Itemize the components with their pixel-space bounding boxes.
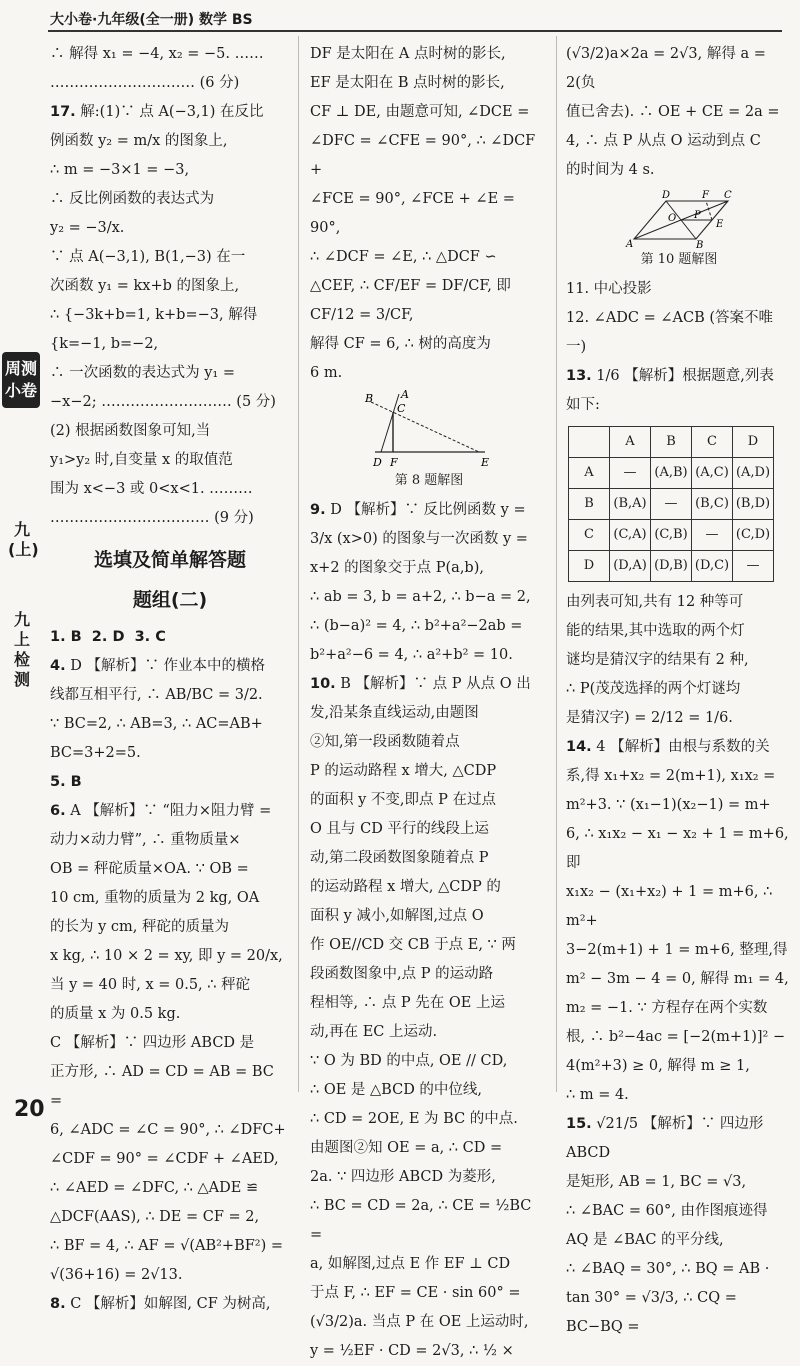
label-c: C xyxy=(397,402,406,415)
running-header: 大小卷·九年级(全一册) 数学 BS xyxy=(50,12,253,28)
text-line: m² − 3m − 4 = 0, 解得 m₁ = 4, xyxy=(566,971,789,987)
question-number: 6. xyxy=(50,803,66,819)
text-line: ∴ 反比例函数的表达式为 xyxy=(50,191,215,207)
text-line: 动,再在 EC 上运动. xyxy=(310,1024,438,1040)
text-line: 发,沿某条直线运动,由题图 xyxy=(310,705,479,721)
text-line: EF 是太阳在 B 点时树的影长, xyxy=(310,75,505,91)
text-line: 系,得 x₁+x₂ = 2(m+1), x₁x₂ = xyxy=(566,768,776,784)
text-line: y₂ = −3/x. xyxy=(50,220,125,236)
text-line: 6, ∴ x₁x₂ − x₁ − x₂ + 1 = m+6, 即 xyxy=(566,826,794,871)
figure-10-caption: 第 10 题解图 xyxy=(640,252,718,267)
table-cell: (A,D) xyxy=(733,458,774,489)
text-line: 是矩形, AB = 1, BC = √3, xyxy=(566,1174,747,1190)
table-cell: (A,B) xyxy=(651,458,692,489)
label-d: D xyxy=(373,456,382,469)
text-line: √(36+16) = 2√13. xyxy=(50,1267,183,1283)
table-cell: (A,C) xyxy=(692,458,733,489)
text-line: (2) 根据函数图象可知,当 xyxy=(50,423,211,439)
text-line: ②知,第一段函数随着点 xyxy=(310,734,460,750)
text-line: B 【解析】∵ 点 P 从点 O 出 xyxy=(335,676,531,692)
table-cell: B xyxy=(569,489,610,520)
text-line: b²+a²−6 = 4, ∴ a²+b² = 10. xyxy=(310,647,513,663)
header-rule xyxy=(48,30,782,32)
text-line: 例函数 y₂ = m/x 的图象上, xyxy=(50,133,228,149)
text-line: 的运动路程 x 增大, △CDP 的 xyxy=(310,879,501,895)
text-line: 当 y = 40 时, x = 0.5, ∴ 秤砣 xyxy=(50,977,251,993)
column-1 xyxy=(50,40,290,1319)
text-line: 解得 CF = 6, ∴ 树的高度为 xyxy=(310,336,491,352)
question-number: 10. xyxy=(310,676,336,692)
text-line: ∴ m = 4. xyxy=(566,1087,629,1103)
text-line: m₂ = −1. ∵ 方程存在两个实数 xyxy=(566,1000,768,1016)
text-line: OB = 秤砣质量×OA. ∵ OB = xyxy=(50,861,249,877)
segment-ef xyxy=(706,201,712,220)
label-b: B xyxy=(696,240,704,249)
text-line: 线都互相平行, ∴ AB/BC = 3/2. xyxy=(50,687,263,703)
label-o: O xyxy=(668,213,677,224)
table-cell: (C,D) xyxy=(733,520,774,551)
label-d: D xyxy=(662,190,671,201)
text-line: m²+3. ∵ (x₁−1)(x₂−1) = m+ xyxy=(566,797,771,813)
text-line: 围为 x<−3 或 0<x<1. ……… xyxy=(50,481,253,497)
question-number: 4. xyxy=(50,658,66,674)
table-cell: (D,C) xyxy=(692,551,733,582)
text-line: x kg, ∴ 10 × 2 = xy, 即 y = 20/x, xyxy=(50,948,283,964)
table-cell: B xyxy=(651,427,692,458)
text-line: 根, ∴ b²−4ac = [−2(m+1)]² − xyxy=(566,1029,786,1045)
table-cell: — xyxy=(733,551,774,582)
text-line: 3/x (x>0) 的图象与一次函数 y = xyxy=(310,531,528,547)
text-line: y = ½EF · CD = 2√3, ∴ ½ × xyxy=(310,1343,514,1359)
side-label-2: 九上检测 xyxy=(13,610,30,689)
table-row xyxy=(569,520,774,551)
label-f: F xyxy=(702,190,709,201)
text-line: ∵ 点 A(−3,1), B(1,−3) 在一 xyxy=(50,249,246,265)
text-line: P 的运动路程 x 增大, △CDP xyxy=(310,763,497,779)
text-line: ∴ P(茂茂选择的两个灯谜均 xyxy=(566,681,741,697)
text-line: ∴ BF = 4, ∴ AF = √(AB²+BF²) = xyxy=(50,1238,284,1254)
text-line: ∵ O 为 BD 的中点, OE // CD, xyxy=(310,1053,508,1069)
question-number: 8. xyxy=(50,1296,66,1312)
label-a: A xyxy=(626,239,634,249)
text-line: y₁>y₂ 时,自变量 x 的取值范 xyxy=(50,452,233,468)
text-line: √21/5 【解析】∵ 四边形ABCD xyxy=(566,1116,764,1161)
label-e: E xyxy=(481,456,490,469)
figure-8-diagram xyxy=(359,390,499,470)
text-line: ∴ {−3k+b=1, k+b=−3, 解得 {k=−1, b=−2, xyxy=(50,307,262,352)
answer-5: 5. B xyxy=(50,774,82,790)
text-line: 程相等, ∴ 点 P 先在 OE 上运 xyxy=(310,995,505,1011)
label-p: P xyxy=(694,210,701,221)
text-line: 解:(1)∵ 点 A(−3,1) 在反比 xyxy=(75,104,264,120)
text-line: ∵ BC=2, ∴ AB=3, ∴ AC=AB+ xyxy=(50,716,263,732)
table-cell: A xyxy=(610,427,651,458)
text-line: ∴ ab = 3, b = a+2, ∴ b−a = 2, xyxy=(310,589,531,605)
answer-11: 11. 中心投影 xyxy=(566,281,652,297)
label-f: F xyxy=(390,456,398,469)
text-line: 于点 F, ∴ EF = CE · sin 60° = xyxy=(310,1285,521,1301)
text-line: 1/6 【解析】根据题意,列表 xyxy=(591,368,774,384)
text-line: 4(m²+3) ≥ 0, 解得 m ≥ 1, xyxy=(566,1058,750,1074)
text-line: ∴ m = −3×1 = −3, xyxy=(50,162,190,178)
table-row xyxy=(569,489,774,520)
text-line: 10 cm, 重物的质量为 2 kg, OA xyxy=(50,890,260,906)
section-title: 选填及简单解答题 xyxy=(93,549,246,571)
text-line: ∴ BC = CD = 2a, ∴ CE = ½BC = xyxy=(310,1198,536,1243)
question-number: 17. xyxy=(50,104,76,120)
text-line: 2a. ∵ 四边形 ABCD 为菱形, xyxy=(310,1169,496,1185)
column-3 xyxy=(566,40,792,1342)
column-divider xyxy=(298,36,299,1092)
text-line: 的时间为 4 s. xyxy=(566,162,655,178)
text-line: CF ⊥ DE, 由题意可知, ∠DCE = xyxy=(310,104,530,120)
text-line: a, 如解图,过点 E 作 EF ⊥ CD xyxy=(310,1256,511,1272)
text-line: 4 【解析】由根与系数的关 xyxy=(591,739,770,755)
answer-12: 12. ∠ADC = ∠ACB (答案不唯一) xyxy=(566,310,774,355)
table-row xyxy=(569,458,774,489)
label-c: C xyxy=(724,190,732,201)
page-number: 20 xyxy=(14,1097,45,1122)
table-cell: C xyxy=(692,427,733,458)
text-line: C 【解析】∵ 四边形 ABCD 是 xyxy=(50,1035,255,1051)
label-e: E xyxy=(716,219,724,230)
label-b: B xyxy=(365,392,374,405)
text-line: A 【解析】∵ “阻力×阻力臂 = xyxy=(65,803,272,819)
table-cell: (B,A) xyxy=(610,489,651,520)
text-line: ………………………… (6 分) xyxy=(50,75,240,91)
text-line: 值已舍去). ∴ OE + CE = 2a = xyxy=(566,104,780,120)
text-line: 段函数图象中,点 P 的运动路 xyxy=(310,966,494,982)
text-line: ∠CDF = 90° = ∠CDF + ∠AED, xyxy=(50,1151,279,1167)
table-cell: D xyxy=(733,427,774,458)
question-number: 9. xyxy=(310,502,326,518)
table-cell: — xyxy=(692,520,733,551)
text-line: 谜均是猜汉字的结果有 2 种, xyxy=(566,652,749,668)
text-line: ∴ (b−a)² = 4, ∴ b²+a²−2ab = xyxy=(310,618,523,634)
table-cell: (B,C) xyxy=(692,489,733,520)
text-line: ∠FCE = 90°, ∠FCE + ∠E = 90°, xyxy=(310,191,520,236)
text-line: ∴ CD = 2OE, E 为 BC 的中点. xyxy=(310,1111,518,1127)
text-line: D 【解析】∵ 反比例函数 y = xyxy=(325,502,526,518)
text-line: 正方形, ∴ AD = CD = AB = BC = xyxy=(50,1064,279,1109)
table-cell xyxy=(569,427,610,458)
question-number: 13. xyxy=(566,368,592,384)
text-line: BC=3+2=5. xyxy=(50,745,141,761)
text-line: 4, ∴ 点 P 从点 O 运动到点 C xyxy=(566,133,761,149)
text-line: ∴ 一次函数的表达式为 y₁ = xyxy=(50,365,235,381)
sun-ray-b xyxy=(371,402,479,452)
text-line: 动力×动力臂”, ∴ 重物质量× xyxy=(50,832,241,848)
text-line: 作 OE//CD 交 CB 于点 E, ∵ 两 xyxy=(310,937,516,953)
text-line: (√3/2)a. 当点 P 在 OE 上运动时, xyxy=(310,1314,529,1330)
text-line: 如下: xyxy=(566,397,600,413)
text-line: …………………………… (9 分) xyxy=(50,510,254,526)
table-cell: (D,A) xyxy=(610,551,651,582)
text-line: 的质量 x 为 0.5 kg. xyxy=(50,1006,181,1022)
text-line: 动,第二段函数图象随着点 P xyxy=(310,850,489,866)
question-number: 14. xyxy=(566,739,592,755)
table-cell: (B,D) xyxy=(733,489,774,520)
table-cell: A xyxy=(569,458,610,489)
outcome-table xyxy=(568,426,774,582)
label-a: A xyxy=(401,390,409,401)
text-line: △CEF, ∴ CF/EF = DF/CF, 即 CF/12 = 3/CF, xyxy=(310,278,516,323)
text-line: 的长为 y cm, 秤砣的质量为 xyxy=(50,919,229,935)
question-number: 15. xyxy=(566,1116,592,1132)
text-line: DF 是太阳在 A 点时树的影长, xyxy=(310,46,506,62)
table-cell: — xyxy=(651,489,692,520)
text-line: 的面积 y 不变,即点 P 在过点 xyxy=(310,792,496,808)
text-line: ∴ OE 是 △BCD 的中位线, xyxy=(310,1082,483,1098)
column-divider xyxy=(556,36,557,1092)
section-subtitle: 题组(二) xyxy=(132,589,208,611)
text-line: tan 30° = √3/3, ∴ CQ = BC−BQ = xyxy=(566,1290,742,1335)
text-line: x+2 的图象交于点 P(a,b), xyxy=(310,560,484,576)
text-line: O 且与 CD 平行的线段上运 xyxy=(310,821,489,837)
text-line: −x−2; ……………………… (5 分) xyxy=(50,394,276,410)
table-row xyxy=(569,551,774,582)
column-2 xyxy=(310,40,548,1366)
figure-10-diagram xyxy=(624,187,734,249)
text-line: x₁x₂ − (x₁+x₂) + 1 = m+6, ∴ m²+ xyxy=(566,884,777,929)
text-line: 能的结果,其中选取的两个灯 xyxy=(566,623,745,639)
text-line: ∴ ∠DCF = ∠E, ∴ △DCF ∽ xyxy=(310,249,497,265)
table-header-row xyxy=(569,427,774,458)
table-cell: C xyxy=(569,520,610,551)
text-line: 6, ∠ADC = ∠C = 90°, ∴ ∠DFC+ xyxy=(50,1122,286,1138)
text-line: ∴ ∠AED = ∠DFC, ∴ △ADE ≌ xyxy=(50,1180,259,1196)
text-line: AQ 是 ∠BAC 的平分线, xyxy=(566,1232,724,1248)
text-line: ∠DFC = ∠CFE = 90°, ∴ ∠DCF + xyxy=(310,133,540,178)
text-line: 是猜汉字) = 2/12 = 1/6. xyxy=(566,710,733,726)
text-line: C 【解析】如解图, CF 为树高, xyxy=(65,1296,271,1312)
side-tab: 周测小卷 xyxy=(2,352,40,408)
text-line: ∴ 解得 x₁ = −4, x₂ = −5. …… xyxy=(50,46,264,62)
table-cell: (D,B) xyxy=(651,551,692,582)
table-cell: — xyxy=(610,458,651,489)
text-line: 面积 y 减小,如解图,过点 O xyxy=(310,908,484,924)
text-line: ∴ ∠BAQ = 30°, ∴ BQ = AB · xyxy=(566,1261,770,1277)
text-line: ∴ ∠BAC = 60°, 由作图痕迹得 xyxy=(566,1203,768,1219)
text-line: (√3/2)a×2a = 2√3, 解得 a = 2(负 xyxy=(566,46,771,91)
text-line: 由列表可知,共有 12 种等可 xyxy=(566,594,744,610)
table-cell: D xyxy=(569,551,610,582)
text-line: 6 m. xyxy=(310,365,343,381)
answers-1-3: 1. B 2. D 3. C xyxy=(50,629,166,645)
table-cell: (C,A) xyxy=(610,520,651,551)
text-line: 3−2(m+1) + 1 = m+6, 整理,得 xyxy=(566,942,788,958)
text-line: 由题图②知 OE = a, ∴ CD = xyxy=(310,1140,503,1156)
side-label-1: 九(上) xyxy=(8,520,39,559)
figure-8-caption: 第 8 题解图 xyxy=(394,473,464,488)
text-line: 次函数 y₁ = kx+b 的图象上, xyxy=(50,278,240,294)
table-cell: (C,B) xyxy=(651,520,692,551)
text-line: △DCF(AAS), ∴ DE = CF = 2, xyxy=(50,1209,260,1225)
text-line: D 【解析】∵ 作业本中的横格 xyxy=(65,658,266,674)
